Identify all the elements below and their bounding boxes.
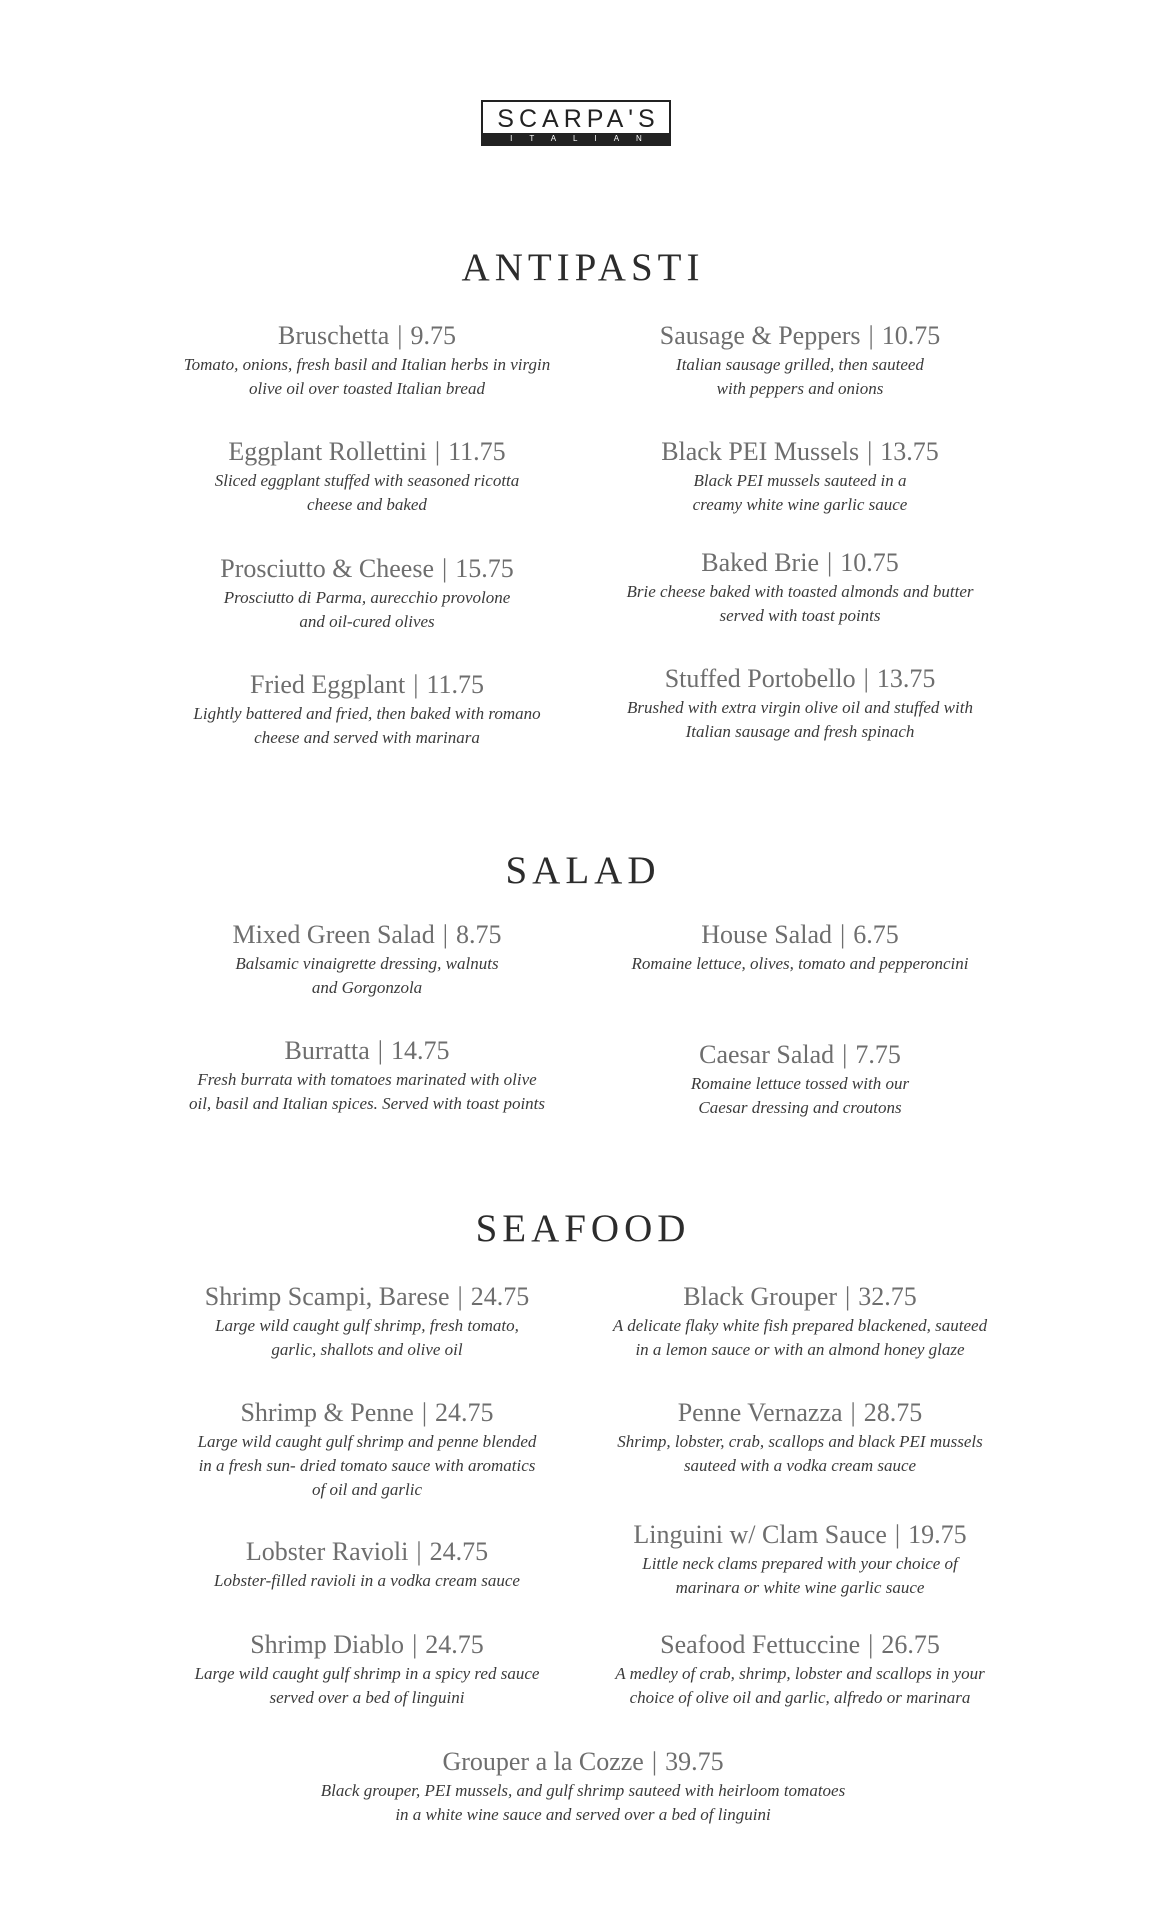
menu-item bbox=[585, 1038, 1015, 1120]
menu-item bbox=[585, 662, 1015, 744]
item-description: Romaine lettuce tossed with our Caesar dressing and croutons bbox=[690, 1074, 910, 1117]
item-name-line: Baked Brie | 10.75 bbox=[701, 548, 899, 577]
item-description: Balsamic vinaigrette dressing, walnuts and Gorgonzola bbox=[235, 954, 499, 997]
item-price: 11.75 bbox=[448, 437, 506, 466]
item-name-line: Shrimp Diablo | 24.75 bbox=[250, 1630, 484, 1659]
item-description: Brie cheese baked with toasted almonds and butter served with toast points bbox=[626, 582, 974, 625]
item-name: Black Grouper bbox=[683, 1282, 838, 1311]
menu-item bbox=[152, 1535, 582, 1593]
item-price: 24.75 bbox=[425, 1630, 484, 1659]
item-name: Grouper a la Cozze bbox=[442, 1747, 644, 1776]
item-price: 9.75 bbox=[410, 321, 456, 350]
item-name-line: Lobster Ravioli | 24.75 bbox=[245, 1537, 489, 1566]
item-price: 10.75 bbox=[881, 321, 941, 350]
item-price: 6.75 bbox=[853, 920, 899, 949]
item-price: 13.75 bbox=[876, 664, 936, 693]
item-price: 10.75 bbox=[840, 548, 899, 577]
item-description: Fresh burrata with tomatoes marinated with olive oil, basil and Italian spices. Served with toast points bbox=[188, 1070, 546, 1113]
menu-item bbox=[585, 1628, 1015, 1710]
item-price: 39.75 bbox=[665, 1747, 724, 1776]
item-description: Lightly battered and fried, then baked with romano cheese and served with marinara bbox=[193, 704, 541, 747]
item-price: 28.75 bbox=[863, 1398, 923, 1427]
item-description: Lobster-filled ravioli in a vodka cream sauce bbox=[214, 1571, 520, 1590]
item-description: Black grouper, PEI mussels, and gulf shrimp sauteed with heirloom tomatoes in a white wine sauce and served over a bed of linguini bbox=[320, 1781, 846, 1824]
menu-item bbox=[233, 1745, 933, 1827]
item-name: Baked Brie bbox=[701, 548, 819, 577]
item-description: Little neck clams prepared with your choice of marinara or white wine garlic sauce bbox=[642, 1554, 958, 1597]
item-description: Black PEI mussels sauteed in a creamy white wine garlic sauce bbox=[692, 471, 908, 514]
item-description: Prosciutto di Parma, aurecchio provolone and oil-cured olives bbox=[223, 588, 511, 631]
item-description: A delicate flaky white fish prepared blackened, sauteed in a lemon sauce or with an almond honey glaze bbox=[612, 1316, 988, 1359]
item-description: Romaine lettuce, olives, tomato and pepperoncini bbox=[631, 954, 969, 973]
item-price: 26.75 bbox=[881, 1630, 940, 1659]
item-description: Tomato, onions, fresh basil and Italian herbs in virgin olive oil over toasted Italian bread bbox=[183, 355, 551, 398]
menu-item bbox=[152, 552, 582, 634]
section-title-antipasti: ANTIPASTI bbox=[461, 246, 705, 289]
item-name-line: Shrimp Scampi, Barese | 24.75 bbox=[204, 1282, 530, 1311]
item-name: Mixed Green Salad bbox=[232, 920, 435, 949]
menu-item bbox=[152, 435, 582, 517]
menu-item bbox=[585, 1280, 1015, 1362]
menu-item bbox=[152, 1280, 582, 1362]
menu-item bbox=[152, 1034, 582, 1116]
item-description: Large wild caught gulf shrimp, fresh tomato, garlic, shallots and olive oil bbox=[215, 1316, 519, 1359]
item-name: Penne Vernazza bbox=[677, 1398, 843, 1427]
item-name-line: Black PEI Mussels | 13.75 bbox=[661, 437, 939, 466]
menu-item bbox=[152, 668, 582, 750]
item-name: Linguini w/ Clam Sauce bbox=[633, 1520, 887, 1549]
item-name: Fried Eggplant bbox=[249, 670, 406, 699]
item-price: 24.75 bbox=[435, 1398, 494, 1427]
item-name: Eggplant Rollettini bbox=[228, 437, 427, 466]
item-name-line: Eggplant Rollettini | 11.75 bbox=[228, 437, 506, 466]
menu-item bbox=[152, 1396, 582, 1502]
item-name-line: Linguini w/ Clam Sauce | 19.75 bbox=[633, 1520, 967, 1549]
item-description: Brushed with extra virgin olive oil and stuffed with Italian sausage and fresh spinach bbox=[627, 698, 973, 741]
item-name-line: Prosciutto & Cheese | 15.75 bbox=[220, 554, 514, 583]
item-price: 8.75 bbox=[455, 920, 502, 949]
item-name-line: Black Grouper | 32.75 bbox=[683, 1282, 917, 1311]
item-name-line: Seafood Fettuccine | 26.75 bbox=[660, 1630, 940, 1659]
item-name: Shrimp & Penne bbox=[240, 1398, 414, 1427]
item-name: Bruschetta bbox=[278, 321, 390, 350]
logo-name: SCARPA'S bbox=[497, 105, 660, 133]
item-name-line: Fried Eggplant | 11.75 bbox=[249, 670, 485, 699]
item-name-line: House Salad | 6.75 bbox=[701, 920, 899, 949]
item-name-line: Stuffed Portobello | 13.75 bbox=[664, 664, 936, 693]
item-name: Prosciutto & Cheese bbox=[220, 554, 435, 583]
item-description: Large wild caught gulf shrimp in a spicy red sauce served over a bed of linguini bbox=[194, 1664, 540, 1707]
item-price: 24.75 bbox=[429, 1537, 489, 1566]
menu-item bbox=[152, 1628, 582, 1710]
item-name: Shrimp Scampi, Barese bbox=[204, 1282, 450, 1311]
item-name-line: Bruschetta | 9.75 bbox=[278, 321, 456, 350]
item-price: 24.75 bbox=[470, 1282, 530, 1311]
menu-item bbox=[585, 546, 1015, 628]
item-name: Seafood Fettuccine bbox=[660, 1630, 861, 1659]
section-title-salad: SALAD bbox=[505, 849, 661, 892]
menu-item bbox=[585, 1518, 1015, 1600]
menu-item bbox=[152, 918, 582, 1000]
section-title-seafood: SEAFOOD bbox=[475, 1207, 691, 1250]
item-price: 11.75 bbox=[426, 670, 485, 699]
item-price: 13.75 bbox=[880, 437, 939, 466]
item-description: Shrimp, lobster, crab, scallops and black PEI mussels sauteed with a vodka cream sauce bbox=[617, 1432, 983, 1475]
menu-item bbox=[585, 319, 1015, 401]
item-name: Caesar Salad bbox=[699, 1040, 835, 1069]
item-price: 32.75 bbox=[858, 1282, 917, 1311]
item-name: House Salad bbox=[701, 920, 832, 949]
menu-item bbox=[152, 319, 582, 401]
item-name: Lobster Ravioli bbox=[245, 1537, 409, 1566]
item-name: Black PEI Mussels bbox=[661, 437, 860, 466]
item-name: Stuffed Portobello bbox=[664, 664, 856, 693]
item-name-line: Shrimp & Penne | 24.75 bbox=[240, 1398, 494, 1427]
restaurant-logo bbox=[481, 100, 671, 146]
item-price: 7.75 bbox=[855, 1040, 901, 1069]
menu-item bbox=[585, 918, 1015, 976]
item-name-line: Caesar Salad | 7.75 bbox=[699, 1040, 901, 1069]
item-price: 19.75 bbox=[908, 1520, 967, 1549]
item-name: Burratta bbox=[284, 1036, 370, 1065]
item-price: 15.75 bbox=[455, 554, 514, 583]
item-name-line: Mixed Green Salad | 8.75 bbox=[232, 920, 502, 949]
item-description: A medley of crab, shrimp, lobster and scallops in your choice of olive oil and garlic, alfredo or marinara bbox=[615, 1664, 985, 1707]
menu-item bbox=[585, 435, 1015, 517]
item-name: Shrimp Diablo bbox=[250, 1630, 405, 1659]
item-name-line: Sausage & Peppers | 10.75 bbox=[659, 321, 941, 350]
item-name-line: Penne Vernazza | 28.75 bbox=[677, 1398, 923, 1427]
item-name-line: Burratta | 14.75 bbox=[284, 1036, 450, 1065]
item-description: Italian sausage grilled, then sauteed with peppers and onions bbox=[676, 355, 924, 398]
item-name: Sausage & Peppers bbox=[659, 321, 861, 350]
menu-item bbox=[585, 1396, 1015, 1478]
item-description: Sliced eggplant stuffed with seasoned ricotta cheese and baked bbox=[214, 471, 520, 514]
item-name-line: Grouper a la Cozze | 39.75 bbox=[442, 1747, 724, 1776]
item-description: Large wild caught gulf shrimp and penne blended in a fresh sun- dried tomato sauce with aromatics of oil and garlic bbox=[197, 1432, 537, 1499]
logo-tagline: ITALIAN bbox=[483, 133, 669, 144]
item-price: 14.75 bbox=[390, 1036, 450, 1065]
